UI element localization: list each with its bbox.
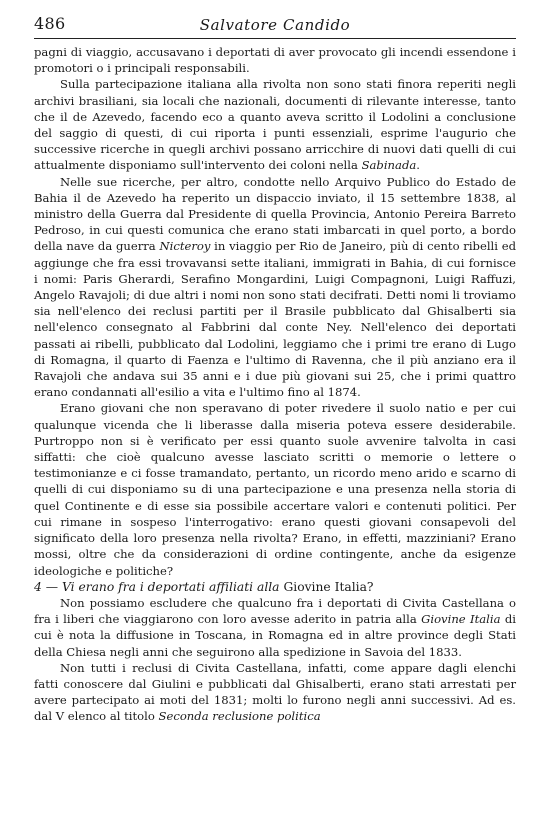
paragraph-6: Non tutti i reclusi di Civita Castellana, infatti, come appare dagli elenchi fatti conoscere dal Giulini e pubblicati dal Ghisalberti, erano stati arrestati per avere partecipato ai moti del 1831; molti lo furono negli anni successivi. Ad es. dal V elenco al titolo Seconda reclusione politica	[34, 660, 516, 724]
paragraph-4: Erano giovani che non speravano di poter rivedere il suolo natio e per cui qualunque vicenda che li liberasse dalla miseria poteva essere desiderabile. Purtroppo non si è verificato per essi quanto suole avvenire talvolta in casi siffatti: che cioè qualcuno avesse lasciato scritti o memorie o lettere o testimonianze e ci fosse tramandato, pertanto, un ricordo meno arido e scarno di quelli di cui disponiamo su di una partecipazione e una presenza nella storia di quel Continente e di esse sia possibile accertare valori e contenuti politici. Per cui rimane in sospeso l'interrogativo: erano questi giovani consapevoli del significato della loro presenza nella rivolta? Erano, in effetti, mazziniani? Erano mossi, oltre che da considerazioni di ordine contingente, anche da esigenze ideologiche e politiche?	[34, 401, 516, 578]
paragraph-2: Sulla partecipazione italiana alla rivolta non sono stati finora reperiti negli archivi brasiliani, sia locali che nazionali, documenti di rilevante interesse, tanto che il de Azevedo, facendo eco a quanto aveva scritto il Lodolini a conclusione del saggio di questi, di cui riporta i punti essenziali, esprime l'augurio che successive ricerche in quegli archivi possano arricchire di nuovi dati quelli di cui attualmente disponiamo sull'intervento dei coloni nella Sabinada.	[34, 77, 516, 173]
running-head: Salvatore Candido	[199, 16, 351, 34]
page-number: 486	[34, 14, 66, 33]
section-heading: 4 — Vi erano fra i deportati affiliati alla Giovine Italia?	[34, 579, 374, 594]
page-header	[34, 8, 516, 39]
page-body	[34, 44, 516, 725]
paragraph-5: Non possiamo escludere che qualcuno fra i deportati di Civita Castellana o fra i liberi che viaggiarono con loro avesse aderito in patria alla Giovine Italia di cui è nota la diffusione in Toscana, in Romagna ed in altre province degli Stati della Chiesa negli anni che seguirono alla spedizione in Savoia del 1833.	[34, 595, 516, 659]
paragraph-3: Nelle sue ricerche, per altro, condotte nello Arquivo Publico do Estado de Bahia il de Azevedo ha reperito un dispaccio inviato, il 15 settembre 1838, al ministro della Guerra dal Presidente di quella Provincia, Antonio Pereira Barreto Pedroso, in cui questi comunica che erano stati imbarcati in quel porto, a bordo della nave da guerra Nicteroy in viaggio per Rio de Janeiro, più di cento ribelli ed aggiunge che fra essi trovavansi sette italiani, immigrati in Bahia, di cui fornisce i nomi: Paris Gherardi, Serafino Mongardini, Luigi Compagnoni, Luigi Raffuzi, Angelo Ravajoli; di due altri i nomi non sono stati decifrati. Detti nomi li troviamo sia nell'elenco dei reclusi partiti per il Brasile pubblicato dal Ghisalberti sia nell'elenco consegnato al Fabbrini dal conte Ney. Nell'elenco dei deportati passati ai ribelli, pubblicato dal Lodolini, leggiamo che i primi tre erano di Lugo di Romagna, il quarto di Faenza e l'ultimo di Ravenna, che il più anziano era il Ravajoli che andava sui 35 anni e i due più giovani sui 25, che i primi quattro erano condannati all'esilio a vita e l'ultimo fino al 1874.	[34, 174, 516, 400]
paragraph-1: pagni di viaggio, accusavano i deportati di aver provocato gli incendi essendone i promotori o i principali responsabili.	[34, 45, 516, 76]
